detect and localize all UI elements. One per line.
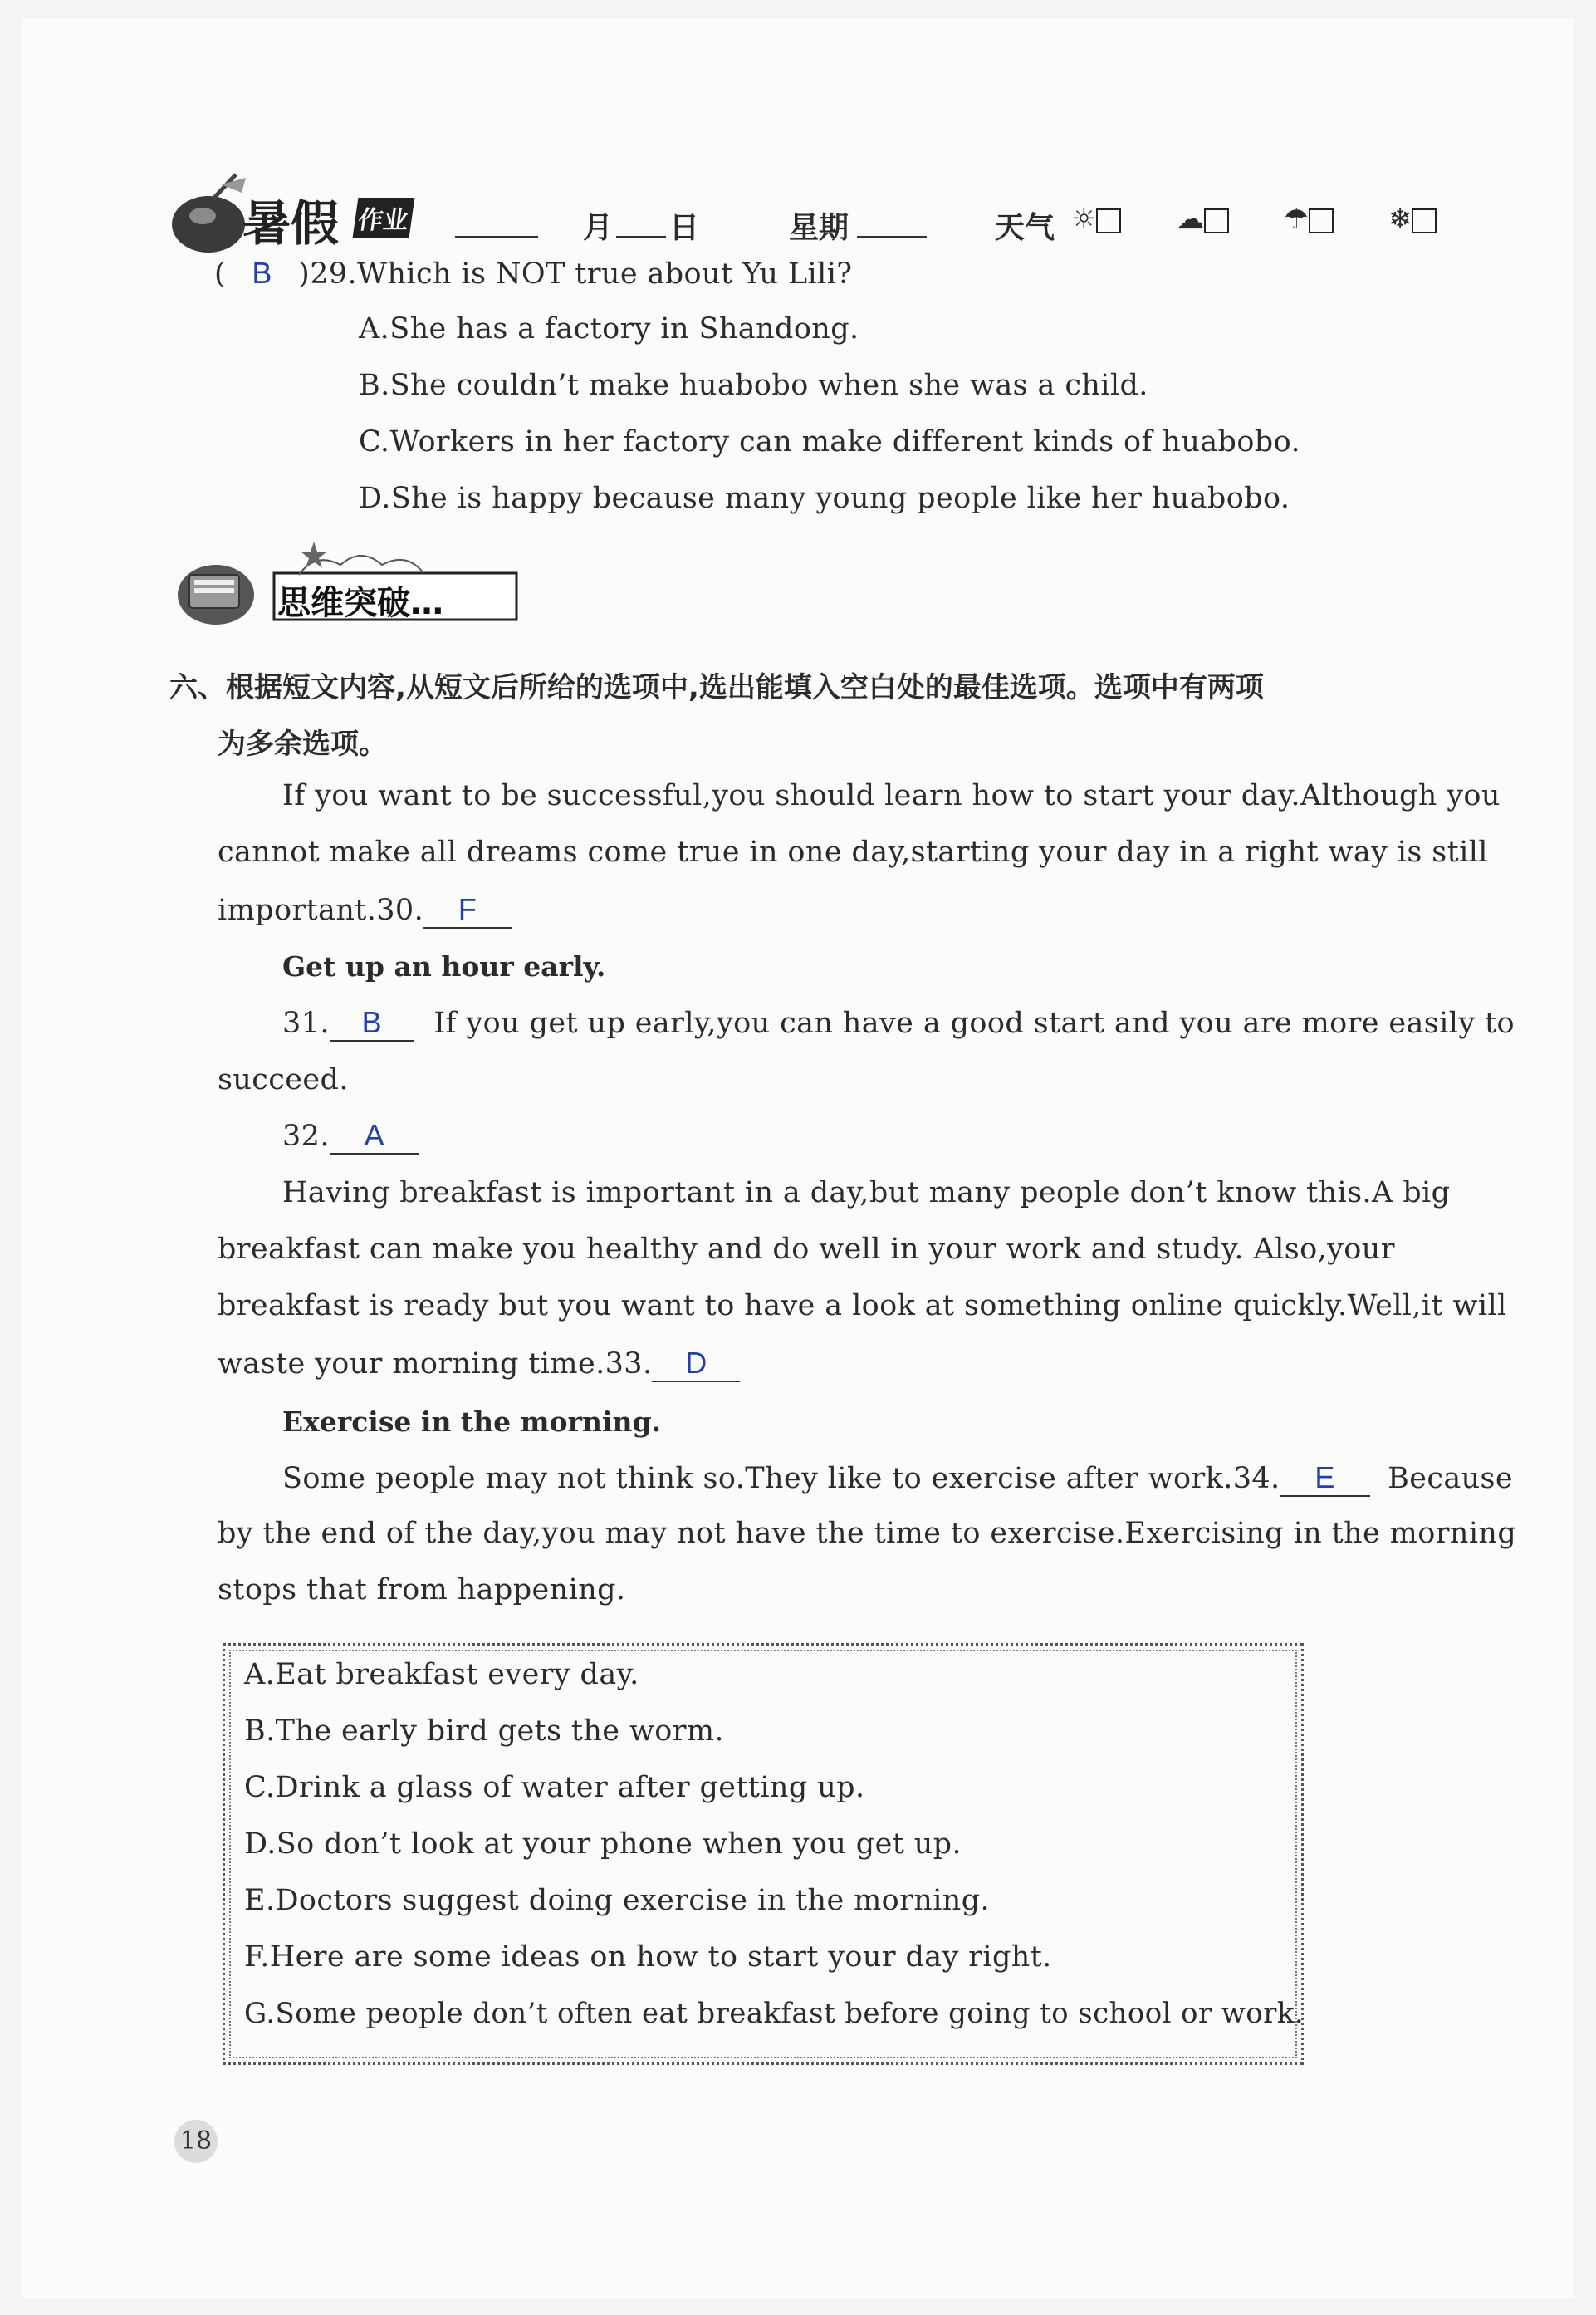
passage-q31-line: 31. B If you get up early,you can have a good start and you are more easily to: [282, 1005, 1515, 1040]
choice-f: F.Here are some ideas on how to start your day right.: [244, 1940, 1052, 1974]
passage-p3-line4: waste your morning time.33. D: [218, 1346, 740, 1382]
task-instruction-line2: 为多余选项。: [218, 728, 387, 761]
weather-checkbox-snow[interactable]: [1412, 208, 1437, 233]
weather-checkbox-cloud[interactable]: [1204, 208, 1229, 233]
snow-icon: ❄: [1388, 203, 1412, 236]
q29-option-c: C.Workers in her factory can make different kinds of huabobo.: [359, 425, 1300, 459]
q29-answer: B: [252, 256, 272, 290]
answer-34: E: [1314, 1460, 1335, 1494]
passage-p2-line2: succeed.: [218, 1063, 349, 1096]
answer-33: D: [685, 1346, 707, 1380]
cloud-icon: ☁: [1176, 203, 1205, 236]
choice-g: G.Some people don’t often eat breakfast before going to school or work.: [244, 1997, 1305, 2030]
week-blank[interactable]: [857, 236, 927, 238]
heading-get-up-early: Get up an hour early.: [282, 950, 606, 983]
blank-32[interactable]: [330, 1118, 419, 1155]
page-number-badge: [174, 2120, 218, 2163]
q29-option-a: A.She has a factory in Shandong.: [359, 312, 859, 346]
day-label: 日: [669, 211, 700, 245]
passage-p1-line3: important.30. F: [218, 892, 512, 929]
q29-option-b: B.She couldn’t make huabobo when she was a child.: [359, 369, 1148, 402]
blank-30[interactable]: [423, 892, 512, 929]
rain-icon: ☂: [1283, 203, 1310, 236]
passage-p3-line3: breakfast is ready but you want to have a look at something online quickly.Well,it will: [218, 1289, 1507, 1322]
passage-p1-line1: If you want to be successful,you should learn how to start your day.Although you: [282, 779, 1501, 812]
blank-33[interactable]: [652, 1346, 740, 1382]
choice-c: C.Drink a glass of water after getting up.: [244, 1771, 865, 1804]
answer-32: A: [364, 1118, 385, 1152]
heading-exercise-morning: Exercise in the morning.: [282, 1405, 662, 1438]
blank-34[interactable]: [1280, 1460, 1370, 1497]
choice-e: E.Doctors suggest doing exercise in the morning.: [244, 1884, 991, 1917]
passage-q32-line: 32. A: [282, 1118, 419, 1155]
sun-icon: ☼: [1071, 203, 1097, 236]
q29-option-d: D.She is happy because many young people like her huabobo.: [359, 482, 1290, 515]
blank-31[interactable]: [330, 1005, 414, 1042]
month-label: 月: [583, 211, 614, 245]
weather-label: 天气: [995, 211, 1055, 245]
day-blank[interactable]: [616, 236, 666, 238]
header-line: [455, 236, 538, 238]
weather-checkbox-sun[interactable]: [1096, 208, 1121, 233]
weather-checkbox-rain[interactable]: [1309, 208, 1334, 233]
q29-question-row: ( B )29.Which is NOT true about Yu Lili?: [214, 256, 853, 291]
weather-options: [1071, 203, 1437, 236]
passage-p4-line2: by the end of the day,you may not have the time to exercise.Exercising in the morning: [218, 1517, 1517, 1550]
passage-p3-line1: Having breakfast is important in a day,but many people don’t know this.A big: [282, 1176, 1451, 1209]
answer-30: F: [458, 892, 477, 926]
header-title: 暑假: [242, 195, 340, 252]
week-label: 星期: [789, 211, 849, 245]
header-badge: 作业: [353, 198, 415, 238]
choice-a: A.Eat breakfast every day.: [244, 1658, 639, 1691]
passage-p1-line2: cannot make all dreams come true in one day,starting your day in a right way is still: [218, 836, 1488, 869]
passage-p3-line2: breakfast can make you healthy and do well in your work and study. Also,your: [218, 1233, 1395, 1266]
answer-31: B: [361, 1005, 383, 1039]
passage-p4-line1: Some people may not think so.They like to exercise after work.34. E Because: [282, 1460, 1514, 1495]
choice-b: B.The early bird gets the worm.: [244, 1714, 725, 1748]
passage-p4-line3: stops that from happening.: [218, 1573, 626, 1606]
task-instruction-line1: 六、根据短文内容,从短文后所给的选项中,选出能填入空白处的最佳选项。选项中有两项: [169, 671, 1264, 704]
page-number: 18: [179, 2126, 213, 2156]
section-title: 思维突破…: [277, 584, 443, 622]
choice-d: D.So don’t look at your phone when you get up.: [244, 1827, 962, 1861]
